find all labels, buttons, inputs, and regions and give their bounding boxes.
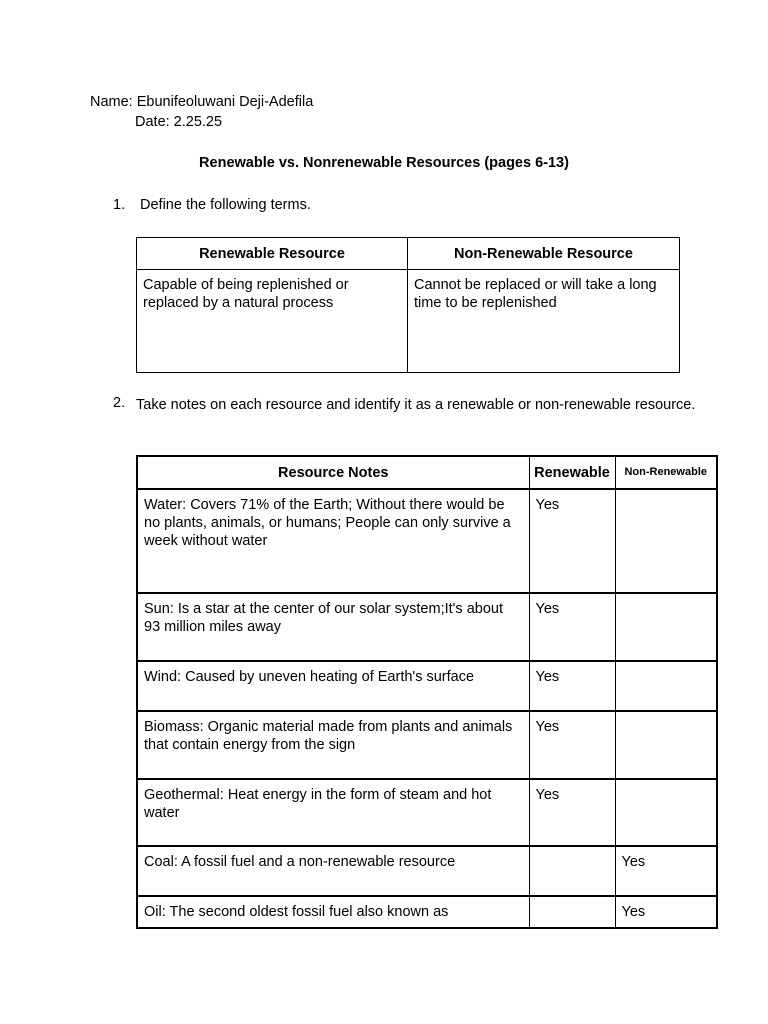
renewable-definition[interactable]: Capable of being replenished or replaced by a natural process xyxy=(137,270,408,373)
nonrenewable-cell[interactable]: Yes xyxy=(615,896,717,928)
nonrenewable-cell[interactable] xyxy=(615,593,717,661)
table-row xyxy=(137,779,717,846)
resource-note[interactable]: Wind: Caused by uneven heating of Earth's surface xyxy=(137,661,529,711)
nonrenewable-cell[interactable] xyxy=(615,711,717,779)
table-row xyxy=(137,711,717,779)
renewable-cell[interactable]: Yes xyxy=(529,661,615,711)
header-resource-notes: Resource Notes xyxy=(137,456,529,489)
nonrenewable-cell[interactable]: Yes xyxy=(615,846,717,896)
notes-header-row xyxy=(137,456,717,489)
question-2-number: 2. xyxy=(113,395,126,411)
nonrenewable-cell[interactable] xyxy=(615,661,717,711)
resource-note[interactable]: Coal: A fossil fuel and a non-renewable resource xyxy=(137,846,529,896)
header-nonrenewable-resource: Non-Renewable Resource xyxy=(408,238,680,270)
terms-table xyxy=(136,237,680,373)
resource-notes-table xyxy=(136,455,718,929)
resource-note[interactable]: Oil: The second oldest fossil fuel also known as xyxy=(137,896,529,928)
renewable-cell[interactable]: Yes xyxy=(529,489,615,593)
student-name: Name: Ebunifeoluwani Deji-Adefila xyxy=(90,94,314,110)
renewable-cell[interactable]: Yes xyxy=(529,779,615,846)
nonrenewable-cell[interactable] xyxy=(615,779,717,846)
resource-note[interactable]: Water: Covers 71% of the Earth; Without there would be no plants, animals, or humans; People can only survive a week without water xyxy=(137,489,529,593)
renewable-cell[interactable]: Yes xyxy=(529,593,615,661)
renewable-cell[interactable]: Yes xyxy=(529,711,615,779)
resource-note[interactable]: Sun: Is a star at the center of our solar system;It's about 93 million miles away xyxy=(137,593,529,661)
nonrenewable-cell[interactable] xyxy=(615,489,717,593)
terms-definition-row xyxy=(137,270,680,373)
renewable-cell[interactable] xyxy=(529,846,615,896)
resource-note[interactable]: Geothermal: Heat energy in the form of steam and hot water xyxy=(137,779,529,846)
page-title: Renewable vs. Nonrenewable Resources (pages 6-13) xyxy=(199,155,569,171)
resource-note[interactable]: Biomass: Organic material made from plants and animals that contain energy from the sign xyxy=(137,711,529,779)
header-renewable: Renewable xyxy=(529,456,615,489)
nonrenewable-definition[interactable]: Cannot be replaced or will take a long time to be replenished xyxy=(408,270,680,373)
header-renewable-resource: Renewable Resource xyxy=(137,238,408,270)
table-row xyxy=(137,846,717,896)
renewable-cell[interactable] xyxy=(529,896,615,928)
table-row xyxy=(137,661,717,711)
table-row xyxy=(137,593,717,661)
table-row xyxy=(137,896,717,928)
question-1-number: 1. xyxy=(113,197,126,213)
question-2-text: Take notes on each resource and identify it as a renewable or non-renewable resource. xyxy=(136,397,696,413)
header-non-renewable: Non-Renewable xyxy=(615,456,717,489)
question-1-text: Define the following terms. xyxy=(140,197,311,213)
terms-header-row xyxy=(137,238,680,270)
table-row xyxy=(137,489,717,593)
date-line: Date: 2.25.25 xyxy=(135,114,223,130)
